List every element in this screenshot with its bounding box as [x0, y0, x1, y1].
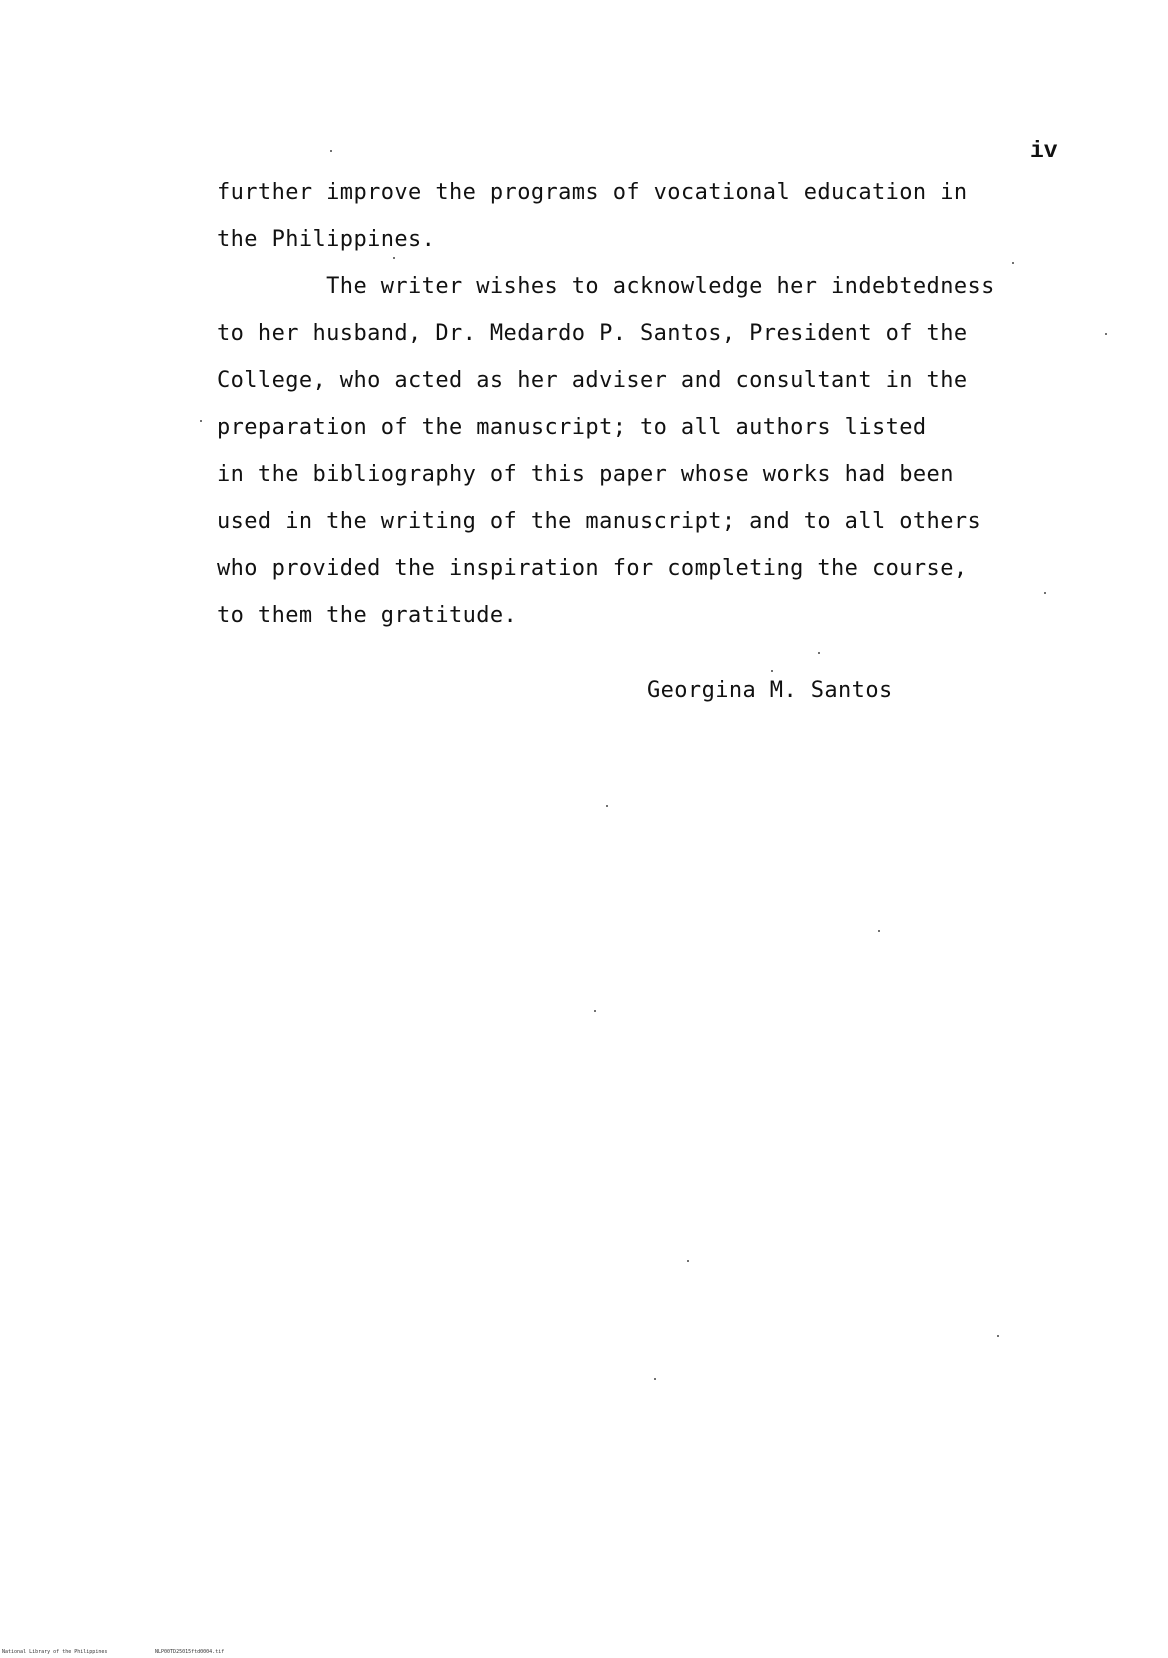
text-line: used in the writing of the manuscript; and to all others	[217, 509, 982, 534]
footer-library-label: National Library of the Philippines	[2, 1649, 108, 1655]
text-line: The writer wishes to acknowledge her indebtedness	[217, 274, 995, 299]
page-number: iv	[1030, 138, 1058, 164]
text-line: in the bibliography of this paper whose works had been	[217, 462, 954, 487]
text-line: further improve the programs of vocational education in	[217, 180, 968, 205]
text-line: preparation of the manuscript; to all authors listed	[217, 415, 927, 440]
text-line: to her husband, Dr. Medardo P. Santos, President of the	[217, 321, 968, 346]
text-line: the Philippines.	[217, 227, 436, 252]
text-line: who provided the inspiration for completing the course,	[217, 556, 968, 581]
footer-file-label: NLP00TD25015ftd0004.tif	[155, 1649, 225, 1655]
signature-name: Georgina M. Santos	[647, 678, 893, 703]
text-line: College, who acted as her adviser and consultant in the	[217, 368, 968, 393]
text-line: to them the gratitude.	[217, 603, 518, 628]
